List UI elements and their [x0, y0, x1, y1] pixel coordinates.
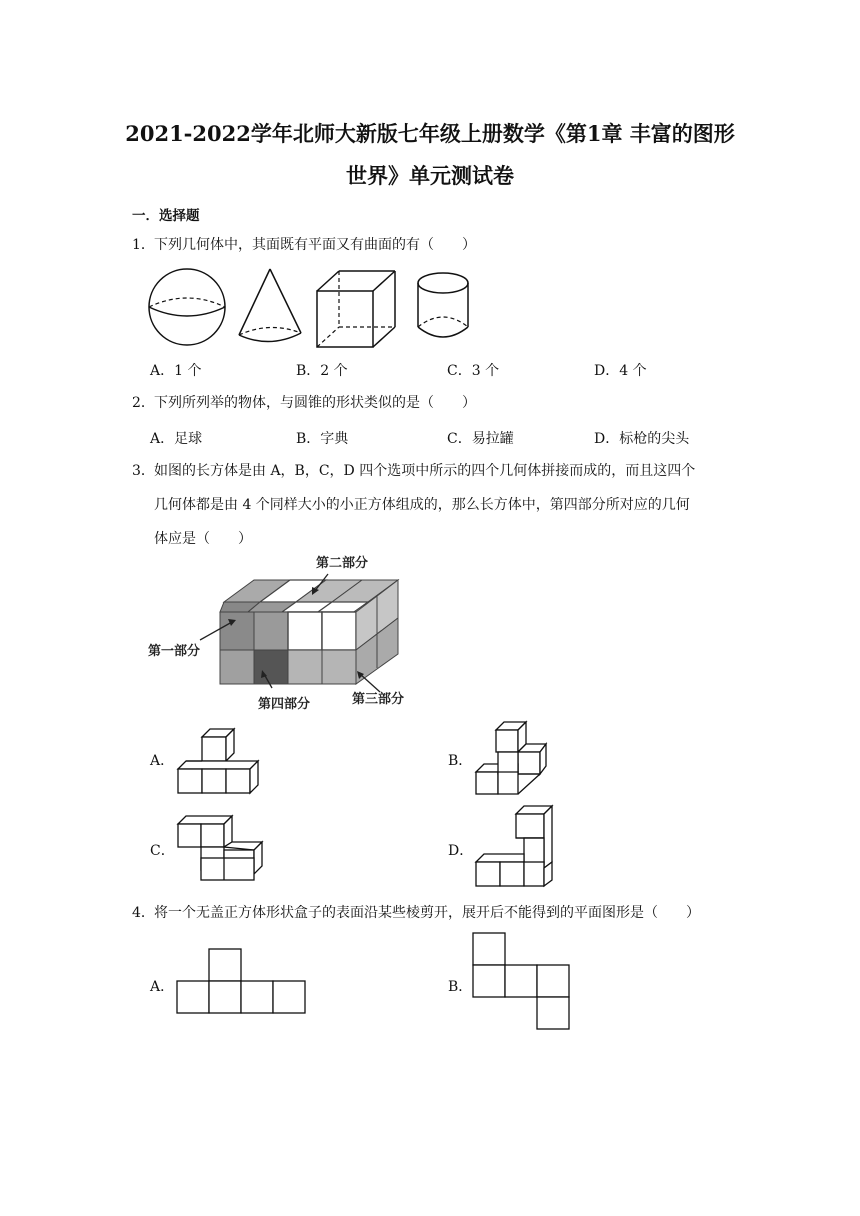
cone-shape: [239, 269, 301, 342]
question-3: [132, 454, 732, 556]
q1-option-a[interactable]: A．1 个: [150, 363, 202, 379]
question-2: [132, 386, 476, 420]
solids-figure: [145, 265, 480, 350]
q3-option-c[interactable]: C．: [150, 843, 175, 859]
question-4: [132, 896, 700, 930]
q2-option-c[interactable]: C．易拉罐: [447, 431, 514, 447]
q3-option-d-figure[interactable]: [476, 806, 558, 888]
q3-option-a[interactable]: A．: [150, 753, 175, 769]
label-part-four: 第四部分: [258, 697, 311, 712]
cube-shape: [317, 271, 395, 347]
question-text: 将一个无盖正方体形状盒子的表面沿某些棱剪开，展开后不能得到的平面图形是（ ）: [154, 905, 700, 921]
q2-option-b[interactable]: B．字典: [296, 431, 349, 447]
q3-option-b-figure[interactable]: [476, 722, 551, 794]
cuboid-figure: [148, 550, 418, 715]
question-text-line3: 体应是（ ）: [154, 531, 252, 547]
question-text-line2: 几何体都是由 4 个同样大小的小正方体组成的，那么长方体中，第四部分所对应的几何: [154, 497, 690, 513]
q4-option-b[interactable]: B．: [448, 979, 473, 995]
question-number: 4．: [132, 905, 155, 921]
label-part-two: 第二部分: [316, 556, 369, 571]
question-number: 1．: [132, 237, 155, 253]
question-number: 2．: [132, 395, 155, 411]
q3-option-d[interactable]: D．: [448, 843, 474, 859]
q1-option-c[interactable]: C．3 个: [447, 363, 500, 379]
q1-option-d[interactable]: D．4 个: [594, 363, 647, 379]
question-1: [132, 228, 476, 262]
q3-option-c-figure[interactable]: [178, 816, 266, 882]
q4-option-a[interactable]: A．: [150, 979, 175, 995]
question-number: 3．: [132, 463, 155, 479]
sphere-shape: [149, 269, 225, 345]
question-text-line1: 如图的长方体是由 A，B，C，D 四个选项中所示的四个几何体拼接而成的，而且这四个: [154, 463, 696, 479]
q3-option-a-figure[interactable]: [178, 728, 263, 794]
question-text: 下列几何体中，其面既有平面又有曲面的有（ ）: [154, 237, 476, 253]
q4-option-a-net[interactable]: [176, 948, 308, 1016]
q4-option-b-net[interactable]: [472, 932, 574, 1030]
label-part-one: 第一部分: [148, 644, 201, 659]
cylinder-shape: [418, 273, 468, 337]
q2-option-a[interactable]: A．足球: [150, 431, 203, 447]
page-title-line2: 世界》单元测试卷: [346, 163, 514, 188]
q1-option-b[interactable]: B．2 个: [296, 363, 348, 379]
section-heading: 一．选择题: [132, 208, 200, 224]
question-text: 下列所列举的物体，与圆锥的形状类似的是（ ）: [154, 395, 476, 411]
q3-option-b[interactable]: B．: [448, 753, 473, 769]
q2-option-d[interactable]: D．标枪的尖头: [594, 431, 690, 447]
label-part-three: 第三部分: [352, 692, 405, 707]
page-title-line1: 2021-2022学年北师大新版七年级上册数学《第1章 丰富的图形: [125, 121, 735, 146]
